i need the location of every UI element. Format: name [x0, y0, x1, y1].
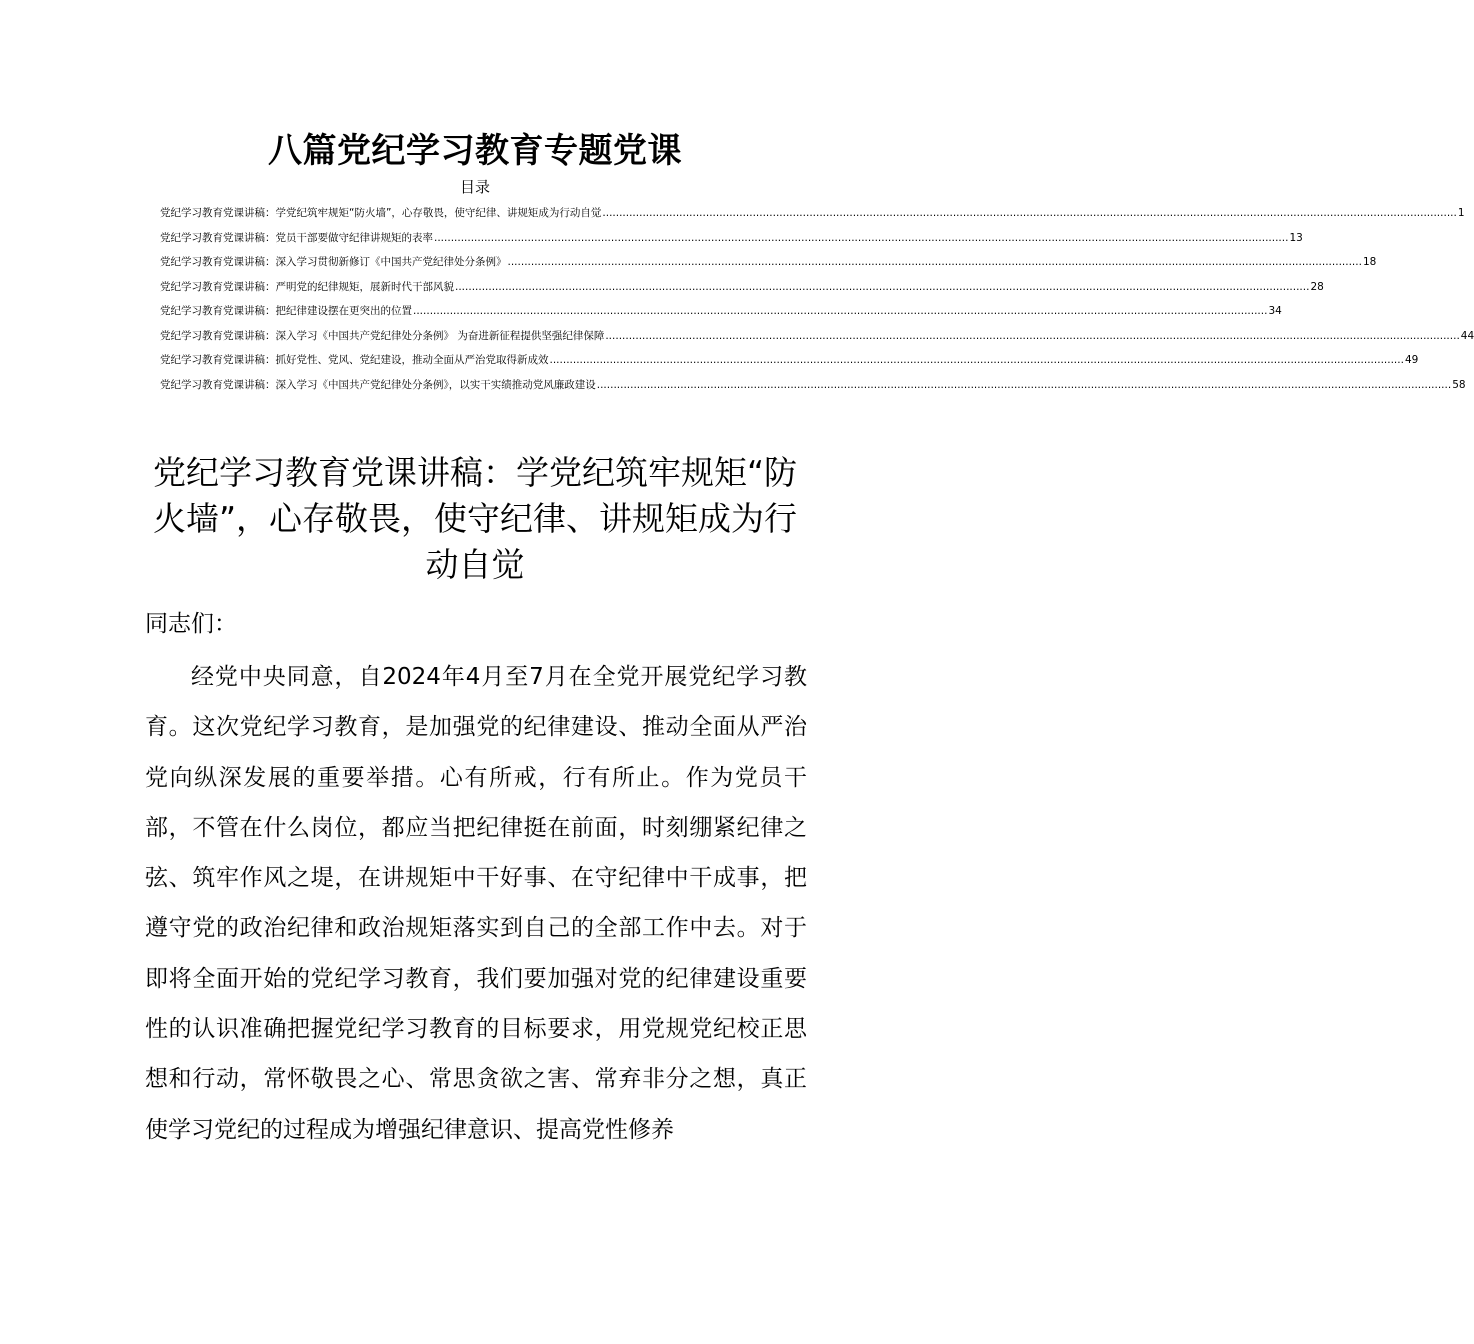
toc-leader-dots — [602, 203, 1456, 223]
body-paragraph: 经党中央同意，自2024年4月至7月在全党开展党纪学习教育。这次党纪学习教育，是加强党的纪律建设、推动全面从严治党向纵深发展的重要举措。心有所戒，行有所止。作为党员干部，不管在什么岗位，都应当把纪律挺在前面，时刻绷紧纪律之弦、筑牢作风之堤，在讲规矩中干好事、在守纪律中干成事，把遵守党的政治纪律和政治规矩落实到自己的全部工作中去。对于即将全面开始的党纪学习教育，我们要加强对党的纪律建设重要性的认识准确把握党纪学习教育的目标要求，用党规党纪校正思想和行动，常怀敬畏之心、常思贪欲之害、常弃非分之想，真正使学习党纪的过程成为增强纪律意识、提高党性修养 — [145, 664, 807, 1143]
speech-title: 党纪学习教育党课讲稿：学党纪筑牢规矩“防火墙”，心存敬畏，使守纪律、讲规矩成为行动自觉 — [152, 453, 798, 584]
salutation: 同志们： — [145, 611, 237, 637]
toc-entry[interactable] — [160, 326, 1474, 351]
toc-leader-dots — [413, 301, 1267, 321]
toc-entry-text: 党纪学习教育党课讲稿：深入学习贯彻新修订《中国共产党纪律处分条例》 — [160, 256, 507, 268]
toc-entry[interactable] — [160, 252, 1377, 277]
toc-entry-text: 党纪学习教育党课讲稿：党员干部要做守纪律讲规矩的表率 — [160, 231, 433, 244]
table-of-contents — [160, 203, 1474, 399]
toc-entry[interactable] — [160, 350, 1419, 375]
toc-entry[interactable] — [160, 301, 1282, 326]
toc-entry[interactable] — [160, 277, 1324, 302]
toc-entry-page: 13 — [1289, 231, 1303, 244]
toc-entry-text: 党纪学习教育党课讲稿：深入学习《中国共产党纪律处分条例》，以实干实绩推动党风廉政建设 — [160, 378, 596, 391]
toc-entry-page: 28 — [1310, 280, 1324, 293]
toc-entry-text: 党纪学习教育党课讲稿：严明党的纪律规矩，展新时代干部风貌 — [160, 280, 454, 293]
toc-entry-page: 49 — [1404, 354, 1419, 366]
toc-entry[interactable] — [160, 375, 1466, 400]
toc-entry-page: 1 — [1457, 207, 1465, 219]
toc-entry-page: 34 — [1268, 305, 1282, 317]
toc-leader-dots — [597, 375, 1451, 395]
toc-leader-dots — [434, 228, 1288, 248]
toc-entry-page: 18 — [1362, 256, 1377, 268]
toc-entry-text: 党纪学习教育党课讲稿：深入学习《中国共产党纪律处分条例》 为奋进新征程提供坚强纪律保障 — [160, 329, 605, 342]
toc-entry[interactable] — [160, 228, 1303, 253]
toc-entry[interactable] — [160, 203, 1465, 228]
toc-heading: 目录 — [459, 178, 490, 196]
toc-leader-dots — [605, 326, 1459, 346]
toc-entry-text: 党纪学习教育党课讲稿：把纪律建设摆在更突出的位置 — [160, 305, 412, 317]
toc-entry-page: 58 — [1452, 378, 1466, 391]
toc-leader-dots — [550, 350, 1404, 370]
toc-entry-text: 党纪学习教育党课讲稿：抓好党性、党风、党纪建设，推动全面从严治党取得新成效 — [160, 354, 549, 366]
document-title: 八篇党纪学习教育专题党课 — [268, 131, 682, 171]
toc-leader-dots — [508, 252, 1362, 272]
toc-entry-text: 党纪学习教育党课讲稿：学党纪筑牢规矩“防火墙”，心存敬畏，使守纪律、讲规矩成为行动自觉 — [160, 207, 602, 219]
toc-leader-dots — [455, 277, 1309, 297]
toc-entry-page: 44 — [1460, 329, 1474, 342]
